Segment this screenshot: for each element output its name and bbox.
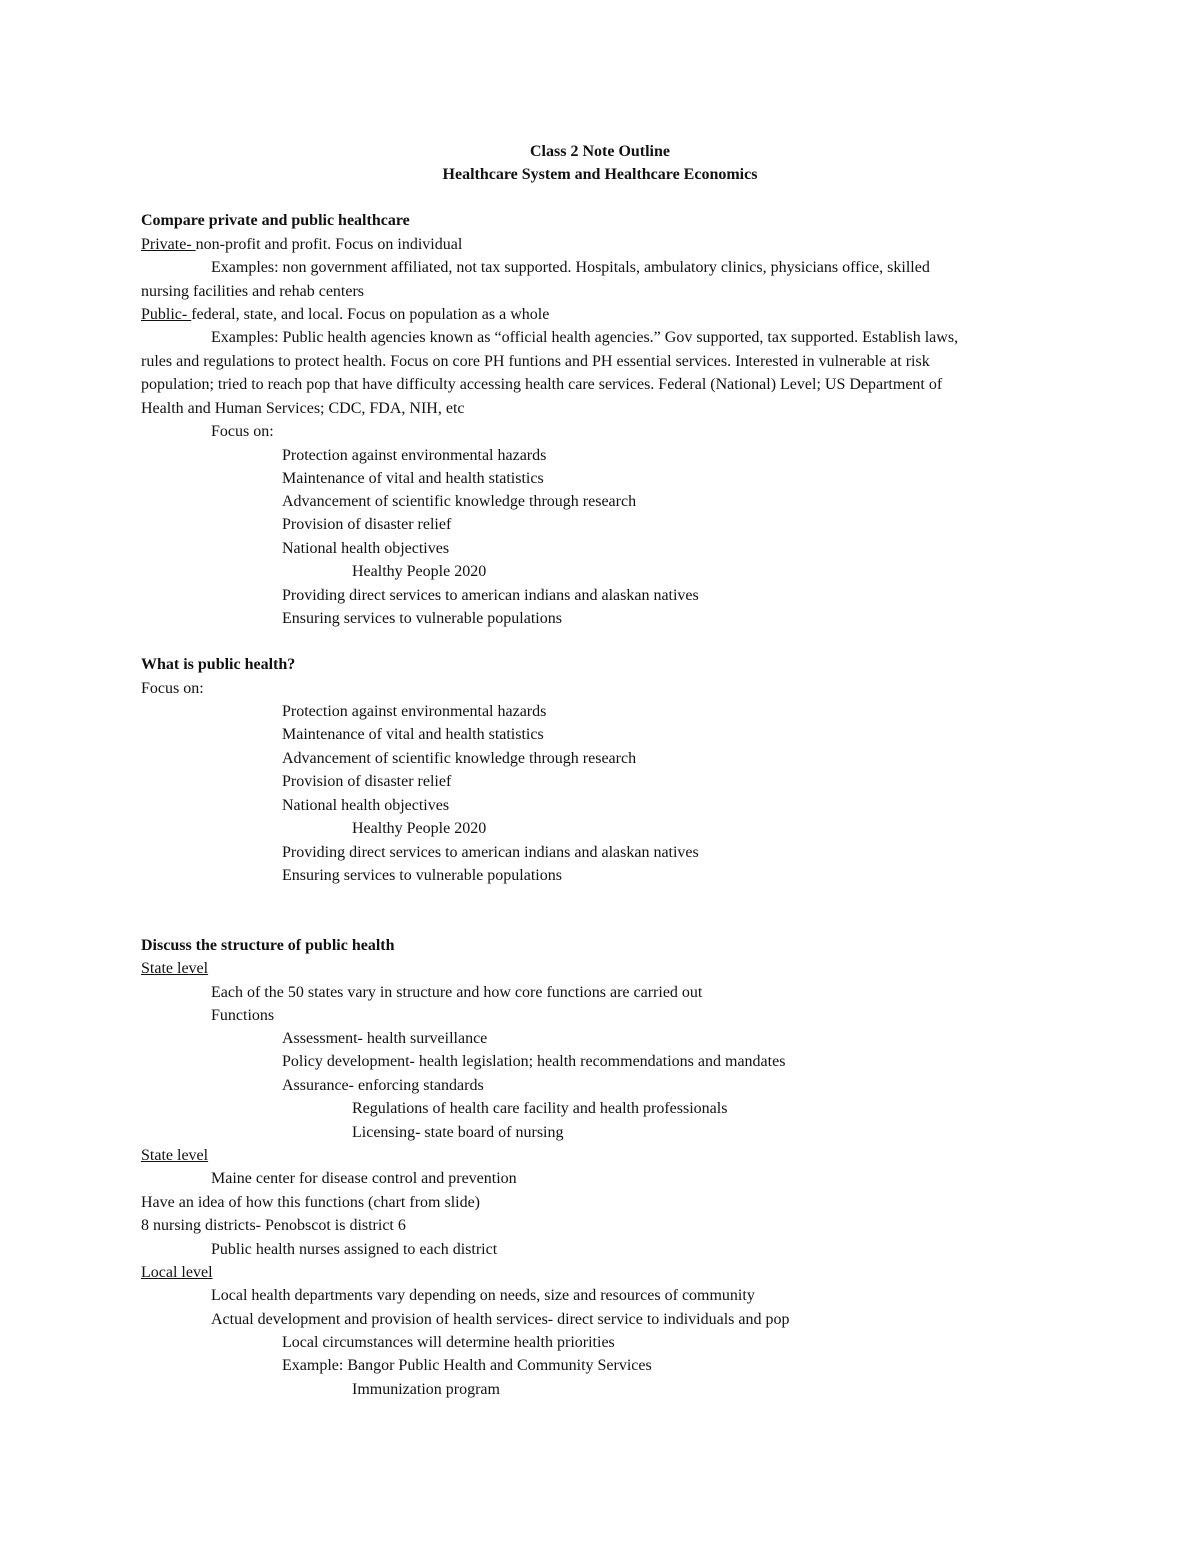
local-level-line: Local circumstances will determine health priorities <box>282 1334 615 1351</box>
state-level-line: Functions <box>211 1007 275 1024</box>
focus-item: Maintenance of vital and health statistics <box>282 470 544 487</box>
private-examples-line: nursing facilities and rehab centers <box>141 283 365 300</box>
public-examples-line: population; tried to reach pop that have difficulty accessing health care services. Federal (National) Level; US Department of <box>141 376 943 393</box>
state-level-line: Policy development- health legislation; health recommendations and mandates <box>282 1053 786 1070</box>
private-label: Private- <box>141 236 196 253</box>
document-subtitle: Healthcare System and Healthcare Economics <box>442 166 758 183</box>
focus-item: National health objectives <box>282 797 450 814</box>
public-label: Public- <box>141 306 192 323</box>
local-level-line: Example: Bangor Public Health and Community Services <box>282 1357 652 1374</box>
public-examples-line: Examples: Public health agencies known as “official health agencies.” Gov supported, tax supported. Establish laws, <box>211 329 959 346</box>
focus-item: Protection against environmental hazards <box>282 447 547 464</box>
state-level-line: Each of the 50 states vary in structure and how core functions are carried out <box>211 984 703 1001</box>
local-level-line: Actual development and provision of health services- direct service to individuals and pop <box>211 1311 790 1328</box>
focus-item: Protection against environmental hazards <box>282 703 547 720</box>
focus-item: National health objectives <box>282 540 450 557</box>
focus-item: Provision of disaster relief <box>282 516 452 533</box>
focus-label: Focus on: <box>211 423 274 440</box>
section-heading-what: What is public health? <box>141 656 296 673</box>
public-examples-line: Health and Human Services; CDC, FDA, NIH, etc <box>141 400 465 417</box>
local-level-label: Local level <box>141 1264 213 1281</box>
state-level-line: 8 nursing districts- Penobscot is district 6 <box>141 1217 406 1234</box>
focus-item: Maintenance of vital and health statistics <box>282 726 544 743</box>
focus-subitem: Healthy People 2020 <box>352 820 487 837</box>
focus-item: Providing direct services to american indians and alaskan natives <box>282 587 699 604</box>
private-line <box>141 235 462 255</box>
focus-subitem: Healthy People 2020 <box>352 563 487 580</box>
focus-item: Provision of disaster relief <box>282 773 452 790</box>
state-level-label: State level <box>141 960 209 977</box>
local-level-line: Immunization program <box>352 1381 500 1398</box>
state-level-line: Regulations of health care facility and health professionals <box>352 1100 728 1117</box>
state-level-line: Public health nurses assigned to each district <box>211 1241 498 1258</box>
public-examples-line: rules and regulations to protect health. Focus on core PH funtions and PH essential services. Interested in vulnerable at risk <box>141 353 930 370</box>
document-title: Class 2 Note Outline <box>530 143 670 160</box>
focus-item: Ensuring services to vulnerable populations <box>282 610 562 627</box>
private-text: non-profit and profit. Focus on individual <box>195 236 463 253</box>
state-level-line: Assurance- enforcing standards <box>282 1077 484 1094</box>
focus-item: Advancement of scientific knowledge through research <box>282 750 637 767</box>
focus-label: Focus on: <box>141 680 204 697</box>
state-level-line: Assessment- health surveillance <box>282 1030 488 1047</box>
section-heading-structure: Discuss the structure of public health <box>141 937 395 954</box>
public-text: federal, state, and local. Focus on population as a whole <box>191 306 550 323</box>
local-level-line: Local health departments vary depending on needs, size and resources of community <box>211 1287 755 1304</box>
state-level-label: State level <box>141 1147 209 1164</box>
public-line <box>141 305 549 325</box>
focus-item: Providing direct services to american indians and alaskan natives <box>282 844 699 861</box>
state-level-line: Licensing- state board of nursing <box>352 1124 564 1141</box>
section-heading-compare: Compare private and public healthcare <box>141 212 410 229</box>
state-level-line: Have an idea of how this functions (chart from slide) <box>141 1194 481 1211</box>
private-examples-line: Examples: non government affiliated, not tax supported. Hospitals, ambulatory clinics, physicians office, skilled <box>211 259 930 276</box>
state-level-line: Maine center for disease control and prevention <box>211 1170 517 1187</box>
focus-item: Ensuring services to vulnerable populations <box>282 867 562 884</box>
focus-item: Advancement of scientific knowledge through research <box>282 493 637 510</box>
